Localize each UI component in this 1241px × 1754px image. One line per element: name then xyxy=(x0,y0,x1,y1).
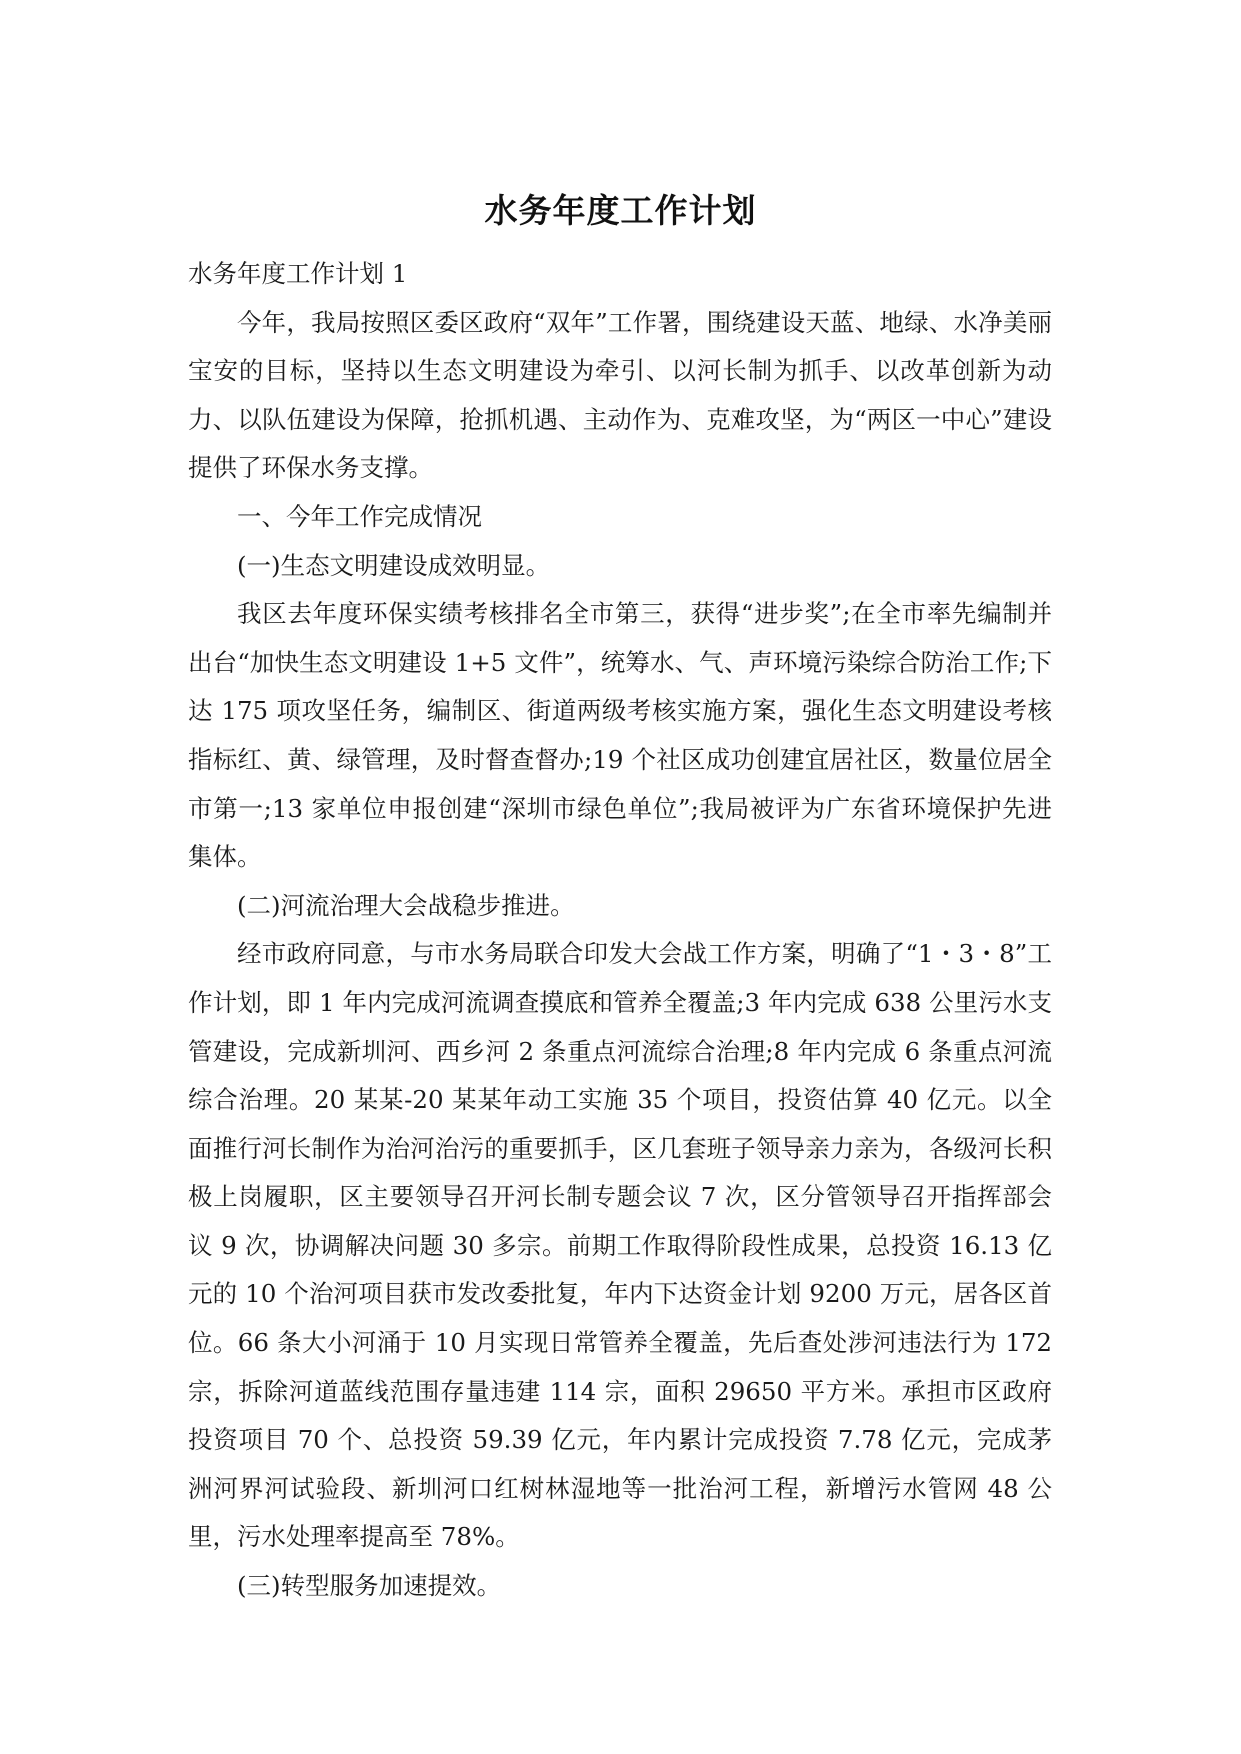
heading-part-one: 一、今年工作完成情况 xyxy=(237,501,482,531)
subheading-ecology: (一)生态文明建设成效明显。 xyxy=(237,550,551,580)
ecology-paragraph: 我区去年度环保实绩考核排名全市第三，获得“进步奖”;在全市率先编制并出台“加快生态文明建设 1+5 文件”，统筹水、气、声环境污染综合防治工作;下达 175 项攻坚任务，编制区、街道两级考核实施方案，强化生态文明建设考核指标红、黄、绿管理，及时督查督办;19 个社区成功创建宜居社区，数量位居全市第一;13 家单位申报创建“深圳市绿色单位”;我局被评为广东省环境保护先进集体。 xyxy=(188,599,1052,872)
document-body xyxy=(188,250,1052,1611)
subheading-river-governance: (二)河流治理大会战稳步推进。 xyxy=(237,890,575,920)
intro-paragraph: 今年，我局按照区委区政府“双年”工作署，围绕建设天蓝、地绿、水净美丽宝安的目标，坚持以生态文明建设为牵引、以河长制为抓手、以改革创新为动力、以队伍建设为保障，抢抓机遇、主动作为、克难攻坚，为“两区一中心”建设提供了环保水务支撑。 xyxy=(188,307,1052,483)
river-governance-paragraph: 经市政府同意，与市水务局联合印发大会战工作方案，明确了“1・3・8”工作计划，即 1 年内完成河流调查摸底和管养全覆盖;3 年内完成 638 公里污水支管建设，完成新圳河、西乡河 2 条重点河流综合治理;8 年内完成 6 条重点河流综合治理。20 某某-20 某某年动工实施 35 个项目，投资估算 40 亿元。以全面推行河长制作为治河治污的重要抓手，区几套班子领导亲力亲为，各级河长积极上岗履职，区主要领导召开河长制专题会议 7 次，区分管领导召开指挥部会议 9 次，协调解决问题 30 多宗。前期工作取得阶段性成果，总投资 16.13 亿元的 10 个治河项目获市发改委批复，年内下达资金计划 9200 万元，居各区首位。66 条大小河涌于 10 月实现日常管养全覆盖，先后查处涉河违法行为 172 宗，拆除河道蓝线范围存量违建 114 宗，面积 29650 平方米。承担市区政府投资项目 70 个、总投资 59.39 亿元，年内累计完成投资 7.78 亿元，完成茅洲河界河试验段、新圳河口红树林湿地等一批治河工程，新增污水管网 48 公里，污水处理率提高至 78%。 xyxy=(188,939,1052,1552)
section-heading: 水务年度工作计划 1 xyxy=(188,259,408,288)
subheading-service-transformation: (三)转型服务加速提效。 xyxy=(237,1571,502,1601)
document-title: 水务年度工作计划 xyxy=(484,191,757,230)
